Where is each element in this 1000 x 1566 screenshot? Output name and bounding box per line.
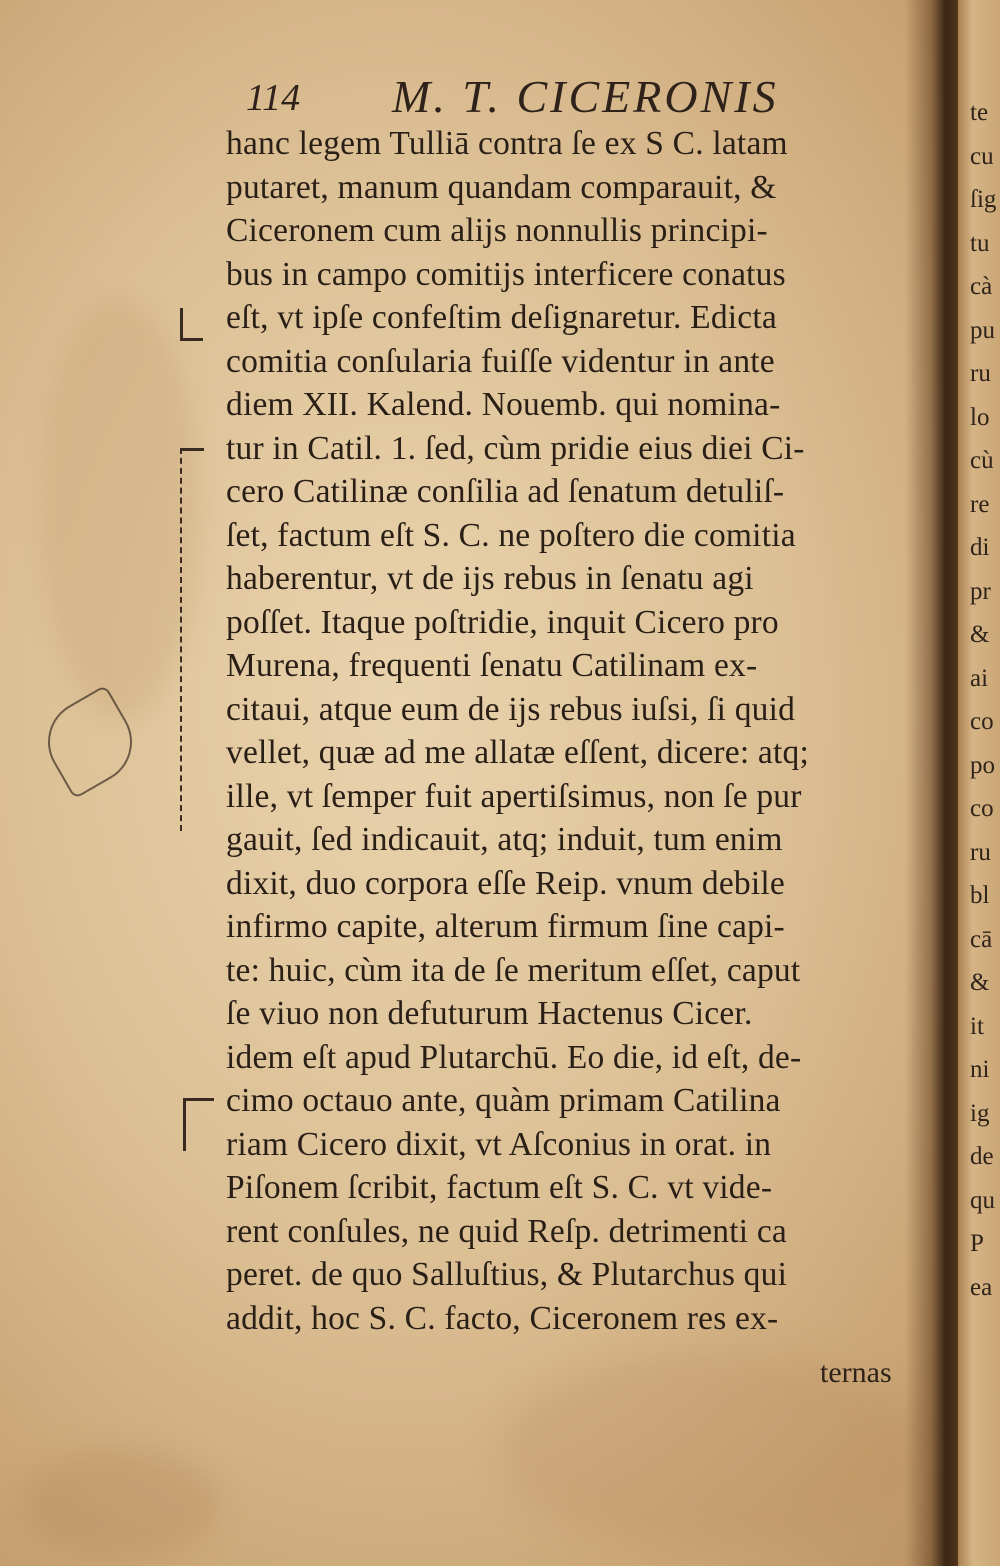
text-line: diem XII. Kalend. Nouemb. qui nomina- (226, 386, 781, 423)
running-head: M. T. CICERONIS (392, 71, 779, 122)
handwritten-bracket (180, 308, 203, 341)
facing-page-fragment: cà (970, 273, 993, 300)
facing-page-fragment: ea (970, 1273, 993, 1301)
paper-stain (40, 300, 200, 720)
text-line: poſſet. Itaque poſtridie, inquit Cicero pro (226, 603, 779, 641)
facing-page-fragment: lo (970, 403, 990, 431)
facing-page-fragment: cù (970, 447, 994, 474)
facing-page-fragment: tu (970, 229, 990, 257)
text-line: rent conſules, ne quid Reſp. detrimenti ca (226, 1212, 787, 1250)
facing-page-fragment: re (970, 490, 990, 518)
text-line: te: huic, cùm ita de ſe meritum eſſet, caput (226, 951, 801, 989)
facing-page-edge (958, 0, 1000, 1566)
text-line: vellet, quæ ad me allatæ eſſent, dicere: atq; (226, 734, 809, 771)
facing-page-fragment: de (970, 1143, 994, 1170)
facing-page-fragment: cu (970, 142, 994, 170)
text-line: putaret, manum quandam comparauit, & (226, 168, 777, 206)
text-line: ſet, factum eſt S. C. ne poſtero die comitia (226, 516, 796, 554)
text-line: Piſonem ſcribit, factum eſt S. C. vt vide- (226, 1169, 773, 1206)
text-line: bus in campo comitijs interficere conatus (226, 255, 786, 293)
text-line: ſe viuo non defuturum Hactenus Cicer. (226, 995, 753, 1032)
page-number: 114 (246, 77, 301, 119)
facing-page-fragment: ai (970, 664, 989, 692)
facing-page-fragment: co (970, 795, 994, 822)
facing-page-fragment: pu (970, 316, 995, 344)
text-line: peret. de quo Salluſtius, & Plutarchus qui (226, 1256, 788, 1293)
text-line: tur in Catil. 1. ſed, cùm pridie eius diei Ci- (226, 429, 805, 467)
facing-page-fragment: it (970, 1012, 984, 1040)
text-line: gauit, ſed indicauit, atq; induit, tum enim (226, 821, 783, 858)
facing-page-fragment: ru (970, 838, 991, 866)
facing-page-fragment: & (970, 621, 990, 648)
text-line: cero Catilinæ conſilia ad ſenatum detuliſ- (226, 473, 785, 510)
text-line: dixit, duo corpora eſſe Reip. vnum debile (226, 864, 785, 902)
facing-page-fragment: te (970, 99, 989, 126)
text-line: infirmo capite, alterum firmum ſine capi- (226, 908, 785, 945)
facing-page-fragment: di (970, 534, 990, 561)
text-line: addit, hoc S. C. facto, Ciceronem res ex- (226, 1299, 779, 1337)
paper-stain (20, 1450, 220, 1560)
text-line: cimo octauo ante, quàm primam Catilina (226, 1082, 781, 1119)
text-line: hanc legem Tulliā contra ſe ex S C. latam (226, 125, 788, 162)
catchword: ternas (820, 1356, 892, 1389)
text-line: haberentur, vt de ijs rebus in ſenatu agi (226, 560, 754, 597)
facing-page-fragment: po (970, 751, 995, 779)
text-line: ille, vt ſemper fuit apertiſsimus, non ſe pur (226, 777, 802, 815)
text-line: riam Cicero dixit, vt Aſconius in orat. in (226, 1125, 772, 1163)
facing-page-fragment: & (970, 969, 990, 996)
facing-page-fragment: cā (970, 925, 993, 953)
facing-page-fragment: P (970, 1230, 984, 1257)
book-gutter (905, 0, 963, 1566)
text-line: comitia conſularia fuiſſe videntur in ante (226, 342, 775, 380)
facing-page-fragment: ni (970, 1056, 990, 1083)
text-line: Ciceronem cum alijs nonnullis principi- (226, 212, 768, 249)
facing-page-fragment: ſig (970, 186, 997, 213)
facing-page-fragment: ig (970, 1099, 990, 1127)
text-line: Murena, frequenti ſenatu Catilinam ex- (226, 647, 758, 684)
text-line: citaui, atque eum de ijs rebus iuſsi, ſi quid (226, 690, 796, 728)
facing-page-fragment: pr (970, 577, 991, 605)
handwritten-flourish (33, 685, 148, 800)
facing-page-fragment: ru (970, 360, 991, 387)
text-line: idem eſt apud Plutarchū. Eo die, id eſt, de- (226, 1038, 802, 1076)
facing-page-fragment: qu (970, 1186, 995, 1214)
handwritten-bracket (180, 448, 204, 831)
body-text (226, 122, 916, 1340)
handwritten-bracket (183, 1098, 214, 1151)
facing-page-fragment: bl (970, 882, 990, 909)
facing-page-fragment: co (970, 708, 994, 735)
text-line: eſt, vt ipſe confeſtim deſignaretur. Edicta (226, 299, 777, 336)
